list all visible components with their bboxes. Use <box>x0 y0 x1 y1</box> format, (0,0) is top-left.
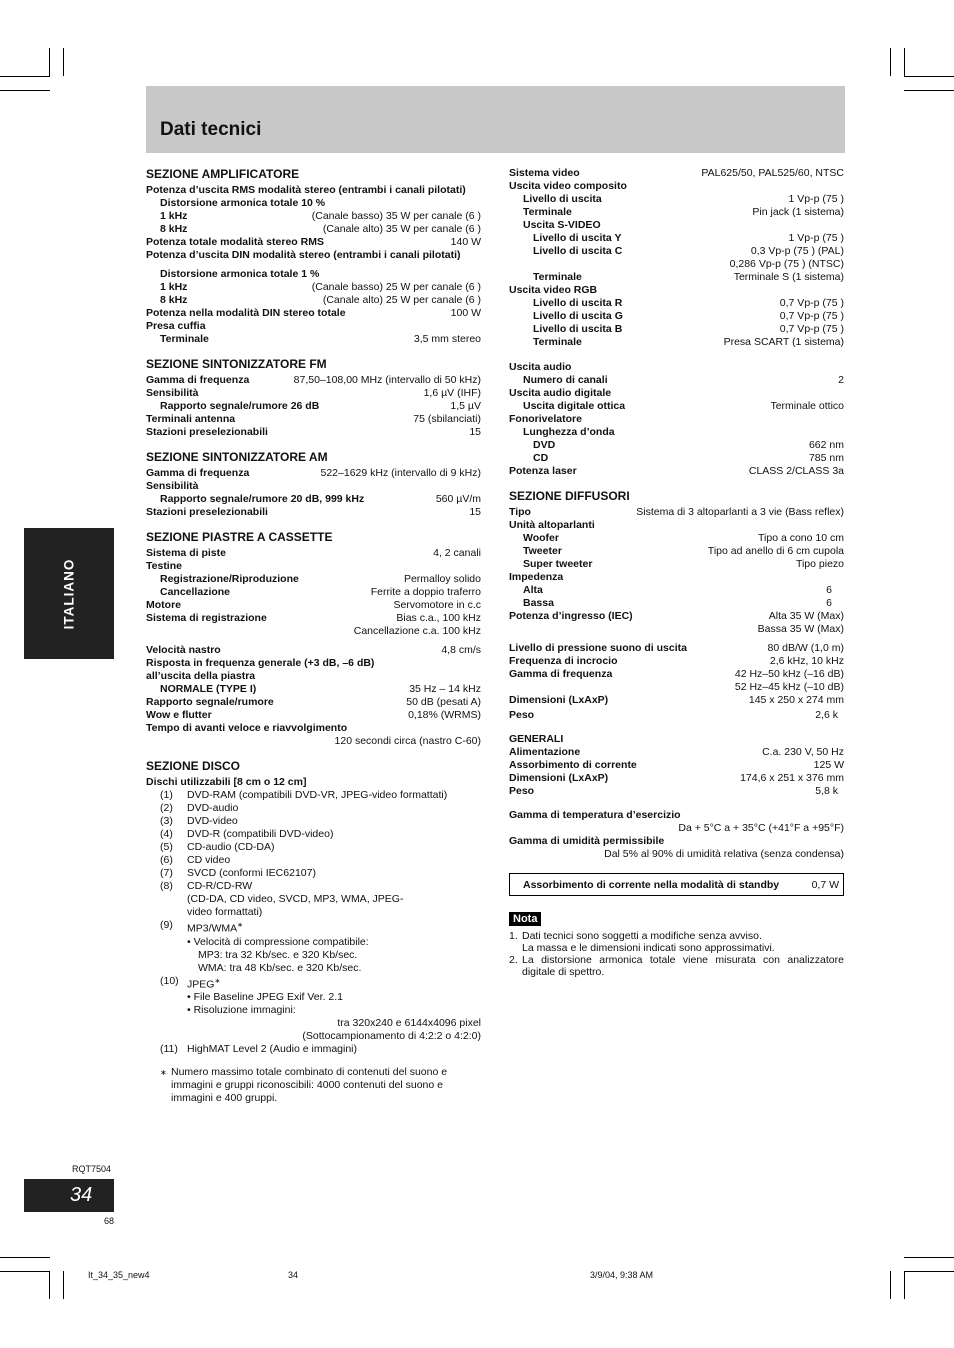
standby-value: 0,7 W <box>811 878 839 891</box>
spec-label: Gamma di temperatura d’esercizio <box>509 809 681 821</box>
spec-label: Impedenza <box>509 571 564 583</box>
note-badge: Nota <box>509 912 541 926</box>
list-item-continued: (CD-DA, CD video, SVCD, MP3, WMA, JPEG- <box>187 893 404 905</box>
print-date: 3/9/04, 9:38 AM <box>590 1270 654 1280</box>
spec-label: Lunghezza d’onda <box>523 426 615 438</box>
general-section <box>509 733 844 861</box>
spec-value: Bassa 35 W (Max) <box>757 623 844 635</box>
spec-row: Terminale 3,5 mm stereo <box>160 333 481 345</box>
spec-label: Uscita S-VIDEO <box>523 219 601 231</box>
spec-value: tra 320x240 e 6144x4096 pixel <box>337 1017 481 1029</box>
spec-row: Sensibilità 1,6 µV (IHF) <box>146 387 481 399</box>
spec-row: Cancellazione Ferrite a doppio traferro <box>160 586 481 598</box>
spec-label: Distorsione armonica totale 1 % <box>160 268 320 280</box>
spec-label: Distorsione armonica totale 10 % <box>160 197 326 209</box>
print-page: 34 <box>288 1270 299 1280</box>
spec-row: Potenza d’ingresso (IEC) Alta 35 W (Max) <box>509 610 844 622</box>
spec-row: Alimentazione C.a. 230 V, 50 Hz <box>509 746 844 758</box>
list-item: (10) JPEG∗ <box>160 974 221 990</box>
left-column <box>146 167 481 1105</box>
crop-mark <box>49 48 50 76</box>
spec-label: Potenza d’uscita RMS modalità stereo (entrambi i canali pilotati) <box>146 184 466 196</box>
spec-label: Uscita audio <box>509 361 572 373</box>
speaker-section <box>509 489 844 722</box>
spec-row: Stazioni preselezionabili 15 <box>146 506 481 518</box>
spec-row: Gamma di frequenza 87,50–108,00 MHz (intervallo di 50 kHz) <box>146 374 481 386</box>
spec-row: Potenza laser CLASS 2/CLASS 3a <box>509 465 844 477</box>
spec-row: Terminali antenna 75 (sbilanciati) <box>146 413 481 425</box>
list-item: (4) DVD-R (compatibili DVD-video) <box>160 828 334 840</box>
crop-mark <box>63 48 64 76</box>
crop-mark <box>0 76 50 77</box>
spec-value: Cancellazione c.a. 100 kHz <box>353 625 481 637</box>
language-tab <box>24 528 114 659</box>
spec-label: Gamma di umidità permissibile <box>509 835 665 847</box>
spec-row: Gamma di frequenza 522–1629 kHz (intervallo di 9 kHz) <box>146 467 481 479</box>
spec-row: Dimensioni (LxAxP) 145 x 250 x 274 mm <box>509 694 844 706</box>
title-bar <box>146 86 845 153</box>
spec-row: Alta 6 <box>523 584 832 596</box>
crop-mark <box>0 90 50 91</box>
crop-mark <box>0 1257 50 1258</box>
note-item: 1. Dati tecnici sono soggetti a modifiche senza avviso. La massa e le dimensioni indicati sono approssimativi. <box>509 930 775 954</box>
spec-row: Assorbimento di corrente 125 W <box>509 759 844 771</box>
spec-row: Motore Servomotore in c.c <box>146 599 481 611</box>
spec-row: Livello di uscita 1 Vp-p (75 ) <box>523 193 844 205</box>
spec-row: Peso 2,6 k <box>509 709 838 721</box>
spec-label: Risposta in frequenza generale (+3 dB, –6 dB) all’uscita della piastra <box>146 657 375 682</box>
amplifier-section <box>146 167 481 346</box>
spec-label: Potenza d’uscita DIN modalità stereo (entrambi i canali pilotati) <box>146 249 461 261</box>
spec-row: Frequenza di incrocio 2,6 kHz, 10 kHz <box>509 655 844 667</box>
section-heading: GENERALI <box>509 733 564 745</box>
section-heading: SEZIONE DIFFUSORI <box>509 489 630 503</box>
spec-label: Dischi utilizzabili [8 cm o 12 cm] <box>146 776 307 788</box>
list-item: (8) CD-R/CD-RW <box>160 880 253 892</box>
spec-row: Sistema di registrazione Bias c.a., 100 kHz <box>146 612 481 624</box>
bullet-item: • Risoluzione immagini: <box>187 1004 296 1016</box>
spec-row: Livello di uscita R 0,7 Vp-p (75 ) <box>533 297 844 309</box>
spec-label: Fonorivelatore <box>509 413 582 425</box>
list-item-continued: video formattati) <box>187 906 263 918</box>
spec-value: 52 Hz–45 kHz (–10 dB) <box>734 681 844 693</box>
crop-mark <box>890 48 891 76</box>
crop-mark <box>890 1271 891 1299</box>
list-item: (7) SVCD (conformi IEC62107) <box>160 867 316 879</box>
language-label: ITALIANO <box>61 558 77 629</box>
spec-row: Stazioni preselezionabili 15 <box>146 426 481 438</box>
spec-row: 8 kHz (Canale alto) 35 W per canale (6 ) <box>160 223 481 235</box>
bullet-item: • Velocità di compressione compatibile: <box>187 935 369 948</box>
crop-mark <box>49 1271 50 1299</box>
cassette-section <box>146 530 481 748</box>
spec-row: Dimensioni (LxAxP) 174,6 x 251 x 376 mm <box>509 772 844 784</box>
spec-row: Gamma di frequenza 42 Hz–50 kHz (–16 dB) <box>509 668 844 680</box>
spec-value: (Sottocampionamento di 4:2:2 o 4:2:0) <box>302 1030 481 1042</box>
page-number-box <box>24 1179 114 1212</box>
spec-row: Livello di uscita C 0,3 Vp-p (75 ) (PAL) <box>533 245 844 257</box>
spec-label: Uscita video composito <box>509 180 627 192</box>
spec-value: Da + 5°C a + 35°C (+41°F a +95°F) <box>678 822 844 834</box>
list-item: (5) CD-audio (CD-DA) <box>160 841 275 853</box>
crop-mark <box>904 90 954 91</box>
footnote: ∗ Numero massimo totale combinato di contenuti del suono e immagini e gruppi riconoscibili: 4000 contenuti del suono e immagini e 400 gruppi. <box>160 1066 448 1104</box>
spec-row: 1 kHz (Canale basso) 25 W per canale (6 ) <box>160 281 481 293</box>
am-tuner-section <box>146 450 481 519</box>
crop-mark <box>904 1271 954 1272</box>
crop-mark <box>904 1257 954 1258</box>
disc-section <box>146 759 481 1105</box>
bullet-item: • File Baseline JPEG Exif Ver. 2.1 <box>187 991 343 1003</box>
spec-row: Livello di uscita G 0,7 Vp-p (75 ) <box>533 310 844 322</box>
spec-label: Uscita audio digitale <box>509 387 612 399</box>
right-column <box>509 167 844 978</box>
bullet-item: MP3: tra 32 Kb/sec. e 320 Kb/sec. <box>198 948 358 961</box>
list-item: (9) MP3/WMA∗ <box>160 919 244 935</box>
notes-list <box>509 930 844 978</box>
model-number: RQT7504 <box>72 1164 112 1174</box>
spec-row: Peso 5,8 k <box>509 785 838 797</box>
spec-label: Presa cuffia <box>146 320 206 332</box>
spec-row: Terminale Presa SCART (1 sistema) <box>533 336 844 348</box>
spec-row: Livello di pressione suono di uscita 80 dB/W (1,0 m) <box>509 642 844 654</box>
list-item: (1) DVD-RAM (compatibili DVD-VR, JPEG-video formattati) <box>160 789 448 801</box>
standby-label: Assorbimento di corrente nella modalità di standby <box>523 878 780 891</box>
fm-tuner-section <box>146 357 481 439</box>
list-item: (2) DVD-audio <box>160 802 239 814</box>
spec-row: Super tweeter Tipo piezo <box>523 558 844 570</box>
page-title: Dati tecnici <box>160 119 262 140</box>
spec-label: Uscita video RGB <box>509 284 598 296</box>
spec-row: Terminale Terminale S (1 sistema) <box>533 271 844 283</box>
bullet-item: WMA: tra 48 Kb/sec. e 320 Kb/sec. <box>198 961 362 974</box>
spec-row: Registrazione/Riproduzione Permalloy solido <box>160 573 481 585</box>
spec-row: Uscita digitale ottica Terminale ottico <box>523 400 844 412</box>
spec-row: Rapporto segnale/rumore 26 dB 1,5 µV <box>160 400 481 412</box>
spec-row: Livello di uscita Y 1 Vp-p (75 ) <box>533 232 844 244</box>
spec-row: Tweeter Tipo ad anello di 6 cm cupola <box>523 545 844 557</box>
spec-row: NORMALE (TYPE I) 35 Hz – 14 kHz <box>160 683 481 695</box>
spec-value: 120 secondi circa (nastro C-60) <box>334 735 481 747</box>
spec-row: Wow e flutter 0,18% (WRMS) <box>146 709 481 721</box>
crop-mark <box>904 76 954 77</box>
section-heading: SEZIONE SINTONIZZATORE AM <box>146 450 328 464</box>
spec-row: Rapporto segnale/rumore 20 dB, 999 kHz 560 µV/m <box>160 493 481 505</box>
crop-mark <box>0 1271 50 1272</box>
spec-label: Sensibilità <box>146 480 199 492</box>
video-section <box>509 167 844 349</box>
spec-row: Livello di uscita B 0,7 Vp-p (75 ) <box>533 323 844 335</box>
spec-row: CD 785 nm <box>533 452 844 464</box>
crop-mark <box>904 1271 905 1299</box>
spec-row: Sistema di piste 4, 2 canali <box>146 547 481 559</box>
section-heading: SEZIONE AMPLIFICATORE <box>146 167 300 181</box>
spec-row: Velocità nastro 4,8 cm/s <box>146 644 481 656</box>
list-item: (6) CD video <box>160 854 231 866</box>
spec-label: Testine <box>146 560 182 572</box>
audio-section <box>509 361 844 478</box>
spec-row: Rapporto segnale/rumore 50 dB (pesati A) <box>146 696 481 708</box>
spec-row: Potenza nella modalità DIN stereo totale 100 W <box>146 307 481 319</box>
crop-mark <box>63 1271 64 1299</box>
spec-row: Tipo Sistema di 3 altoparlanti a 3 vie (Bass reflex) <box>509 506 844 518</box>
spec-row: Woofer Tipo a cono 10 cm <box>523 532 844 544</box>
spec-row: Bassa 6 <box>523 597 832 609</box>
standby-box <box>509 873 844 896</box>
section-heading: SEZIONE PIASTRE A CASSETTE <box>146 530 333 544</box>
list-item: (11) HighMAT Level 2 (Audio e immagini) <box>160 1043 358 1055</box>
spec-label: Tempo di avanti veloce e riavvolgimento <box>146 722 348 734</box>
page-number: 34 <box>70 1184 93 1206</box>
sub-page-number: 68 <box>104 1216 115 1226</box>
spec-row: Terminale Pin jack (1 sistema) <box>523 206 844 218</box>
spec-value: Dal 5% al 90% di umidità relativa (senza condensa) <box>604 848 844 860</box>
list-item: (3) DVD-video <box>160 815 238 827</box>
crop-mark <box>904 48 905 76</box>
section-heading: SEZIONE DISCO <box>146 759 241 773</box>
spec-label: Unità altoparlanti <box>509 519 595 531</box>
file-name: It_34_35_new4 <box>88 1270 150 1280</box>
spec-row: DVD 662 nm <box>533 439 844 451</box>
spec-row: 8 kHz (Canale alto) 25 W per canale (6 ) <box>160 294 481 306</box>
section-heading: SEZIONE SINTONIZZATORE FM <box>146 357 327 371</box>
note-item: 2. La distorsione armonica totale viene misurata con analizzatore digitale di spettro. <box>509 954 844 978</box>
spec-row: Numero di canali 2 <box>523 374 844 386</box>
spec-value: 0,286 Vp-p (75 ) (NTSC) <box>729 258 844 270</box>
spec-row: Potenza totale modalità stereo RMS 140 W <box>146 236 481 248</box>
spec-row: Sistema video PAL625/50, PAL525/60, NTSC <box>509 167 844 179</box>
spec-row: 1 kHz (Canale basso) 35 W per canale (6 ) <box>160 210 481 222</box>
